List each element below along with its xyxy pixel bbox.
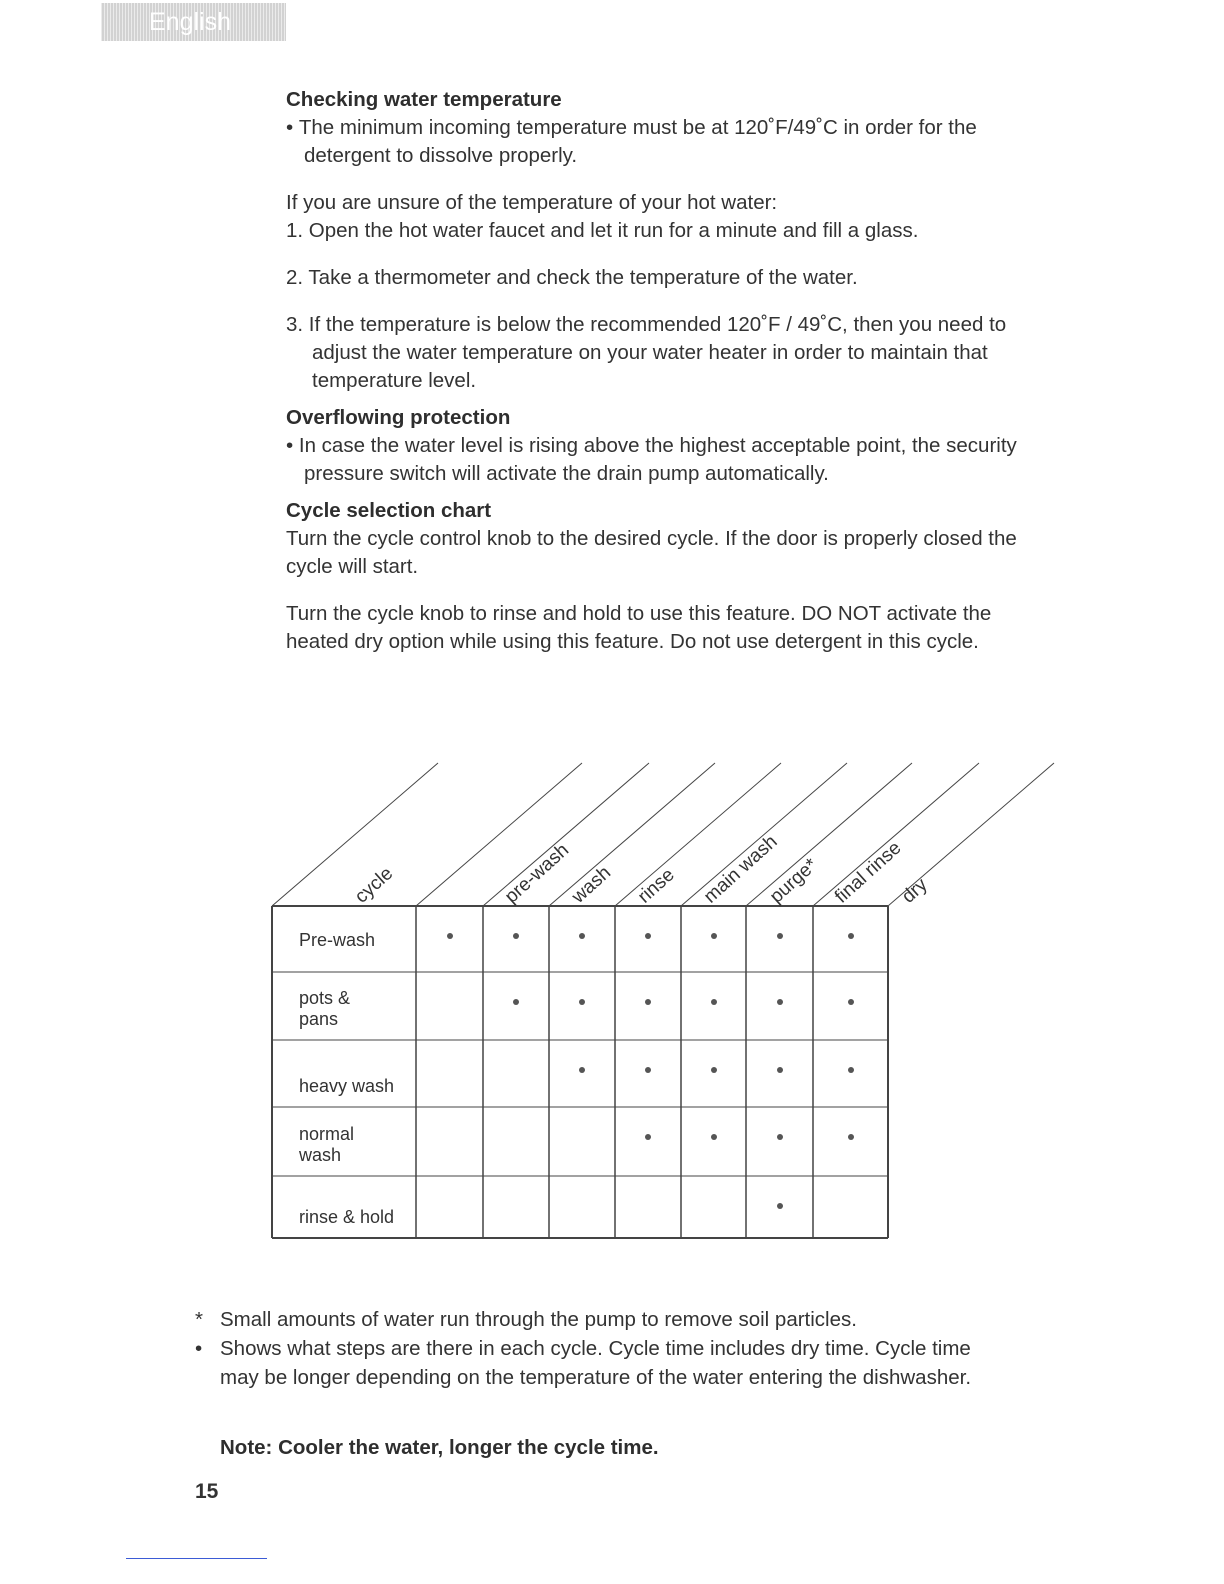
column-header-label: rinse: [634, 864, 679, 908]
bottom-rule: [126, 1558, 267, 1559]
cycle-step-dot: [645, 999, 651, 1005]
cycle-step-dot: [777, 999, 783, 1005]
row-label: pots & pans: [299, 988, 351, 1029]
cycle-step-dot: [447, 933, 453, 939]
cycle-step-dot: [711, 1134, 717, 1140]
row-label: rinse & hold: [299, 1207, 395, 1227]
cycle-step-dot: [711, 933, 717, 939]
column-header-label: final rinse: [831, 837, 906, 908]
cycle-time-note: Note: Cooler the water, longer the cycle time.: [220, 1436, 659, 1459]
cycle-step-dot: [579, 933, 585, 939]
footnote-bullet: [195, 1334, 1015, 1392]
row-label: normal wash: [299, 1124, 355, 1165]
cycle-step-dot: [711, 1067, 717, 1073]
cycle-step-dot: [645, 1134, 651, 1140]
column-header-label: cycle: [351, 863, 398, 908]
header-diagonal-line: [416, 763, 582, 906]
cycle-step-dot: [579, 999, 585, 1005]
column-header-label: dry: [898, 874, 932, 908]
cycle-chart-para-1: Turn the cycle control knob to the desired cycle. If the door is properly closed the cycle will start.: [286, 527, 1017, 578]
cycle-step-dot: [848, 1134, 854, 1140]
water-temp-bullet: • The minimum incoming temperature must be at 120˚F/49˚C in order for the detergent to dissolve properly.: [286, 116, 977, 167]
water-temp-intro: If you are unsure of the temperature of your hot water:: [286, 191, 778, 214]
overflow-bullet-text: In case the water level is rising above the highest acceptable point, the security pressure switch will activate the drain pump automatically.: [298, 434, 1017, 485]
step-3: 3. If the temperature is below the recommended 120˚F / 49˚C, then you need to adjust the water temperature on your water heater in order to maintain that temperature level.: [286, 313, 1007, 392]
header-diagonal-line: [272, 763, 438, 906]
column-header-label: pre-wash: [501, 839, 574, 908]
row-label: Pre-wash: [299, 930, 376, 950]
cycle-step-dot: [777, 1203, 783, 1209]
column-header-label: wash: [568, 862, 616, 908]
cycle-step-dot: [848, 999, 854, 1005]
cycle-step-dot: [513, 999, 519, 1005]
step-2: 2. Take a thermometer and check the temperature of the water.: [286, 266, 858, 289]
cycle-step-dot: [711, 999, 717, 1005]
cycle-step-dot: [513, 933, 519, 939]
header-diagonal-line: [549, 763, 715, 906]
cycle-step-dot: [848, 1067, 854, 1073]
cycle-step-dot: [777, 1134, 783, 1140]
cycle-chart-heading: Cycle selection chart: [286, 499, 492, 522]
page-number: 15: [195, 1480, 219, 1503]
column-header-label: main wash: [700, 831, 782, 908]
overflow-bullet: • In case the water level is rising above the highest acceptable point, the security pressure switch will activate the drain pump automatically.: [286, 434, 1017, 485]
footnote-bullet-text: Shows what steps are there in each cycle. Cycle time includes dry time. Cycle time may be longer depending on the temperature of the water entering the dishwasher.: [220, 1337, 972, 1389]
footnote-asterisk-mark: *: [195, 1308, 203, 1331]
cycle-chart-para-2: Turn the cycle knob to rinse and hold to use this feature. DO NOT activate the heated dry option while using this feature. Do not use detergent in this cycle.: [286, 602, 992, 653]
footnote-asterisk: [195, 1305, 1015, 1334]
cycle-step-dot: [777, 1067, 783, 1073]
column-header-label: purge*: [766, 854, 822, 908]
cycle-step-dot: [848, 933, 854, 939]
row-label: heavy wash: [299, 1076, 395, 1096]
cycle-step-dot: [645, 1067, 651, 1073]
footnote-asterisk-text: Small amounts of water run through the pump to remove soil particles.: [220, 1308, 857, 1331]
cycle-step-dot: [777, 933, 783, 939]
footnote-bullet-mark: •: [195, 1337, 203, 1360]
cycle-step-dot: [645, 933, 651, 939]
footnotes: [195, 1305, 1015, 1392]
overflow-heading: Overflowing protection: [286, 406, 511, 429]
water-temp-bullet-text: The minimum incoming temperature must be at 120˚F/49˚C in order for the detergent to dissolve properly.: [298, 116, 977, 167]
header-diagonal-line: [615, 763, 781, 906]
water-temp-heading: Checking water temperature: [286, 88, 562, 111]
language-tab: English: [101, 3, 286, 41]
step-1: 1. Open the hot water faucet and let it run for a minute and fill a glass.: [286, 219, 919, 242]
cycle-step-dot: [579, 1067, 585, 1073]
